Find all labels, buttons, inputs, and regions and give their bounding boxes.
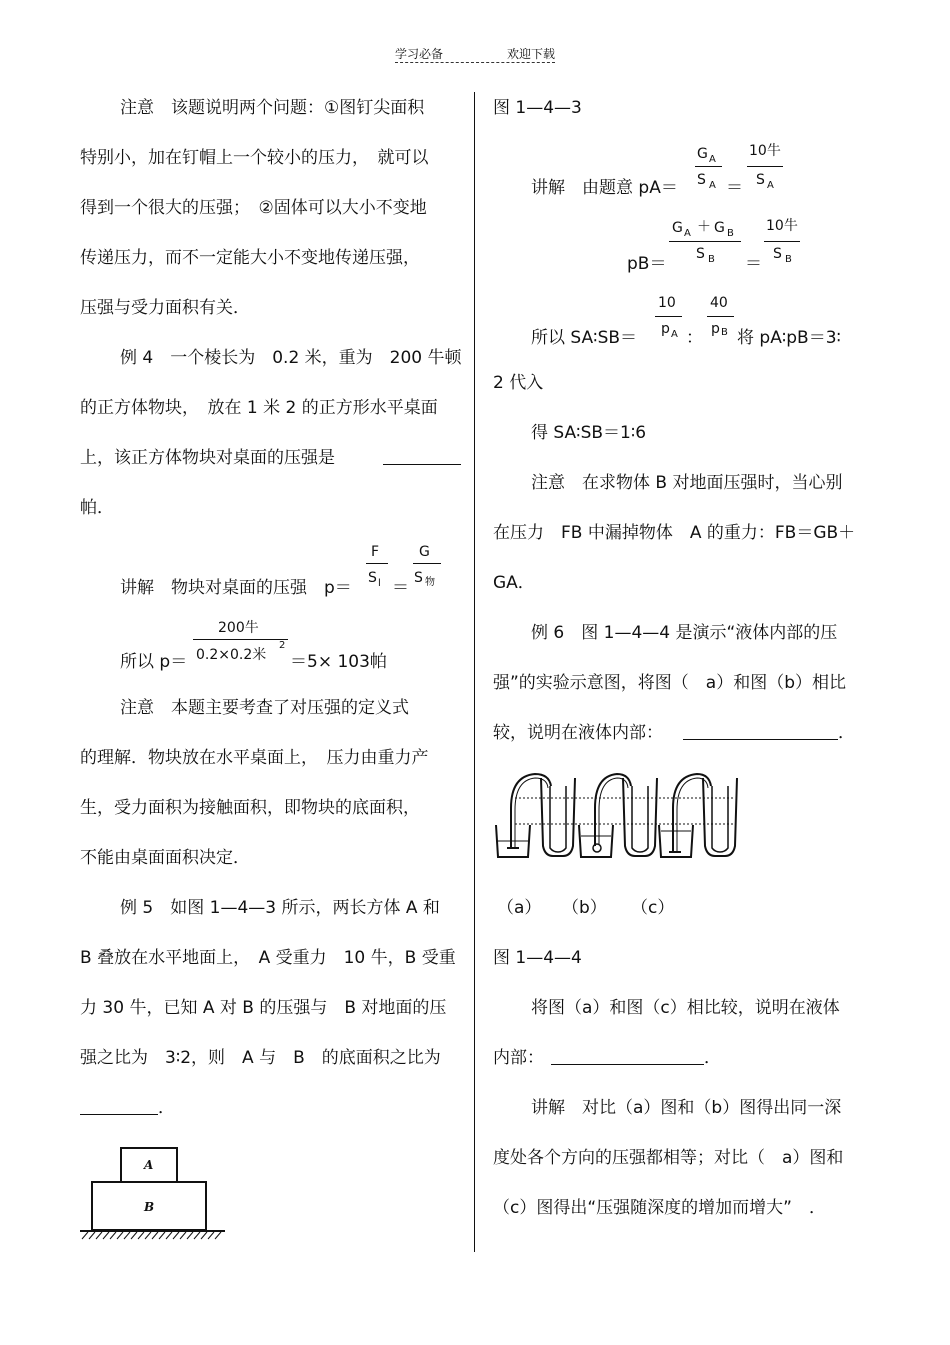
figure-label-c: （c）: [631, 898, 675, 918]
fraction-denominator: S: [697, 172, 706, 188]
subscript: B: [721, 327, 728, 338]
note-line: 在压力 FB 中漏掉物体 A 的重力：FB＝GB＋: [493, 523, 856, 543]
equals-sign: ＝: [726, 178, 743, 198]
figure-caption: 图 1—4—4: [493, 948, 582, 968]
solution-line: （c）图得出“压强随深度的增加而增大” ．: [493, 1198, 826, 1218]
fraction-bar: [764, 241, 800, 242]
example6-line: 强”的实验示意图，将图（ a）和图（b）相比: [493, 673, 847, 693]
equals-sign: ＝: [745, 254, 762, 274]
subscript: A: [709, 180, 716, 191]
note-line: 注意 该题说明两个问题：①图钉尖面积: [120, 98, 425, 118]
fraction-denominator: 0.2×0.2米: [196, 647, 267, 663]
example4-end: 帕．: [80, 498, 114, 518]
note-line: 特别小，加在钉帽上一个较小的压力， 就可以: [80, 148, 429, 168]
note-line: 生，受力面积为接触面积，即物块的底面积，: [80, 798, 420, 818]
example6-line: 例 6 图 1—4—4 是演示“液体内部的压: [531, 623, 838, 643]
subscript: A: [709, 154, 716, 165]
example6-end: ．: [838, 723, 855, 743]
solution-line: 所以 p＝: [120, 652, 188, 672]
fraction-numerator: 10牛: [766, 218, 798, 234]
block-a-label: A: [144, 1158, 154, 1172]
fraction-numerator: G: [714, 220, 725, 236]
fraction-bar: [747, 166, 783, 167]
fraction-denominator: S: [696, 246, 705, 262]
fraction-numerator: F: [371, 544, 380, 560]
subscript: 物: [425, 577, 435, 588]
subscript: B: [785, 254, 792, 265]
header-right: 欢迎下载: [506, 47, 555, 61]
note-line: 得到一个很大的压强； ②固体可以大小不变地: [80, 198, 427, 218]
fraction-denominator: p: [711, 321, 720, 337]
example5-line: 强之比为 3∶2，则 A 与 B 的底面积之比为: [80, 1048, 441, 1068]
fraction-bar: [707, 316, 734, 317]
solution-line: pB＝: [627, 254, 667, 274]
subscript: A: [671, 329, 678, 340]
figure-caption: 图 1—4—3: [493, 98, 582, 118]
answer-blank: [80, 1114, 158, 1115]
figure-label-b: （b）: [562, 898, 607, 918]
example5-line: 力 30 牛，已知 A 对 B 的压强与 B 对地面的压: [80, 998, 447, 1018]
solution-result: 得 SA∶SB＝1∶6: [531, 423, 647, 443]
note-line: 注意 在求物体 B 对地面压强时，当心别: [531, 473, 843, 493]
example4-line: 上，该正方体物块对桌面的压强是: [80, 448, 335, 468]
column-divider: [474, 92, 475, 1252]
solution-line: 讲解 对比（a）图和（b）图得出同一深: [531, 1098, 842, 1118]
example4-line: 例 4 一个棱长为 0.2 米，重为 200 牛顿: [120, 348, 462, 368]
example4-line: 的正方体物块， 放在 1 米 2 的正方形水平桌面: [80, 398, 438, 418]
fraction-denominator: S: [368, 570, 377, 586]
question-end: ．: [704, 1048, 721, 1068]
solution-line: 2 代入: [493, 373, 544, 393]
fraction-numerator: 10牛: [749, 143, 781, 159]
fraction-bar: [669, 241, 741, 242]
example5-line: 例 5 如图 1—4—3 所示，两长方体 A 和: [120, 898, 440, 918]
fraction-numerator: 10: [658, 295, 676, 311]
subscript: A: [684, 228, 691, 239]
fraction-numerator: G: [697, 146, 708, 162]
equals-sign: ＝: [392, 578, 409, 598]
subscript: B: [727, 228, 734, 239]
superscript: 2: [279, 640, 286, 651]
answer-blank: [383, 464, 461, 465]
example5-line: B 叠放在水平地面上， A 受重力 10 牛，B 受重: [80, 948, 456, 968]
note-line: 压强与受力面积有关．: [80, 298, 250, 318]
answer-blank: [683, 739, 838, 740]
note-line: 的理解．物块放在水平桌面上， 压力由重力产: [80, 748, 429, 768]
plus-sign: ＋: [697, 219, 711, 235]
solution-line: 所以 SA∶SB＝: [531, 328, 638, 348]
fraction-bar: [366, 563, 388, 564]
question-line: 将图（a）和图（c）相比较，说明在液体: [531, 998, 840, 1018]
note-line: 注意 本题主要考查了对压强的定义式: [120, 698, 409, 718]
figure-stacked-blocks: [80, 1145, 225, 1245]
fraction-denominator: S: [756, 172, 765, 188]
fraction-denominator: p: [661, 321, 670, 337]
solution-line: 度处各个方向的压强都相等；对比（ a）图和: [493, 1148, 844, 1168]
page-header: [395, 46, 555, 62]
fraction-bar: [695, 166, 722, 167]
fraction-numerator: G: [672, 220, 683, 236]
solution-line: 讲解 物块对桌面的压强 p＝: [120, 578, 352, 598]
block-b-label: B: [144, 1200, 155, 1214]
fraction-numerator: G: [419, 544, 430, 560]
note-line: 传递压力，而不一定能大小不变地传递压强，: [80, 248, 420, 268]
figure-pressure-experiment: [493, 768, 743, 863]
note-line: GA．: [493, 573, 535, 593]
fraction-numerator: 200牛: [218, 620, 259, 636]
subscript: B: [708, 254, 715, 265]
solution-line: 将 pA∶pB＝3∶: [737, 328, 841, 348]
header-rule: [395, 62, 555, 63]
ratio-colon: ：: [686, 328, 703, 348]
solution-line: 讲解 由题意 pA＝: [531, 178, 678, 198]
note-line: 不能由桌面面积决定．: [80, 848, 250, 868]
header-left: 学习必备: [395, 47, 444, 61]
fraction-bar: [193, 639, 288, 640]
question-line: 内部：: [493, 1048, 544, 1068]
fraction-denominator: S: [773, 246, 782, 262]
result-text: ＝5× 103帕: [290, 652, 387, 672]
fraction-bar: [413, 563, 441, 564]
subscript: l: [378, 578, 381, 589]
answer-blank: [551, 1064, 704, 1065]
figure-label-a: （a）: [497, 898, 542, 918]
fraction-denominator: S: [414, 570, 423, 586]
example5-end: ．: [158, 1098, 175, 1118]
example6-line: 较，说明在液体内部：: [493, 723, 663, 743]
fraction-bar: [655, 316, 682, 317]
fraction-numerator: 40: [710, 295, 728, 311]
subscript: A: [767, 180, 774, 191]
